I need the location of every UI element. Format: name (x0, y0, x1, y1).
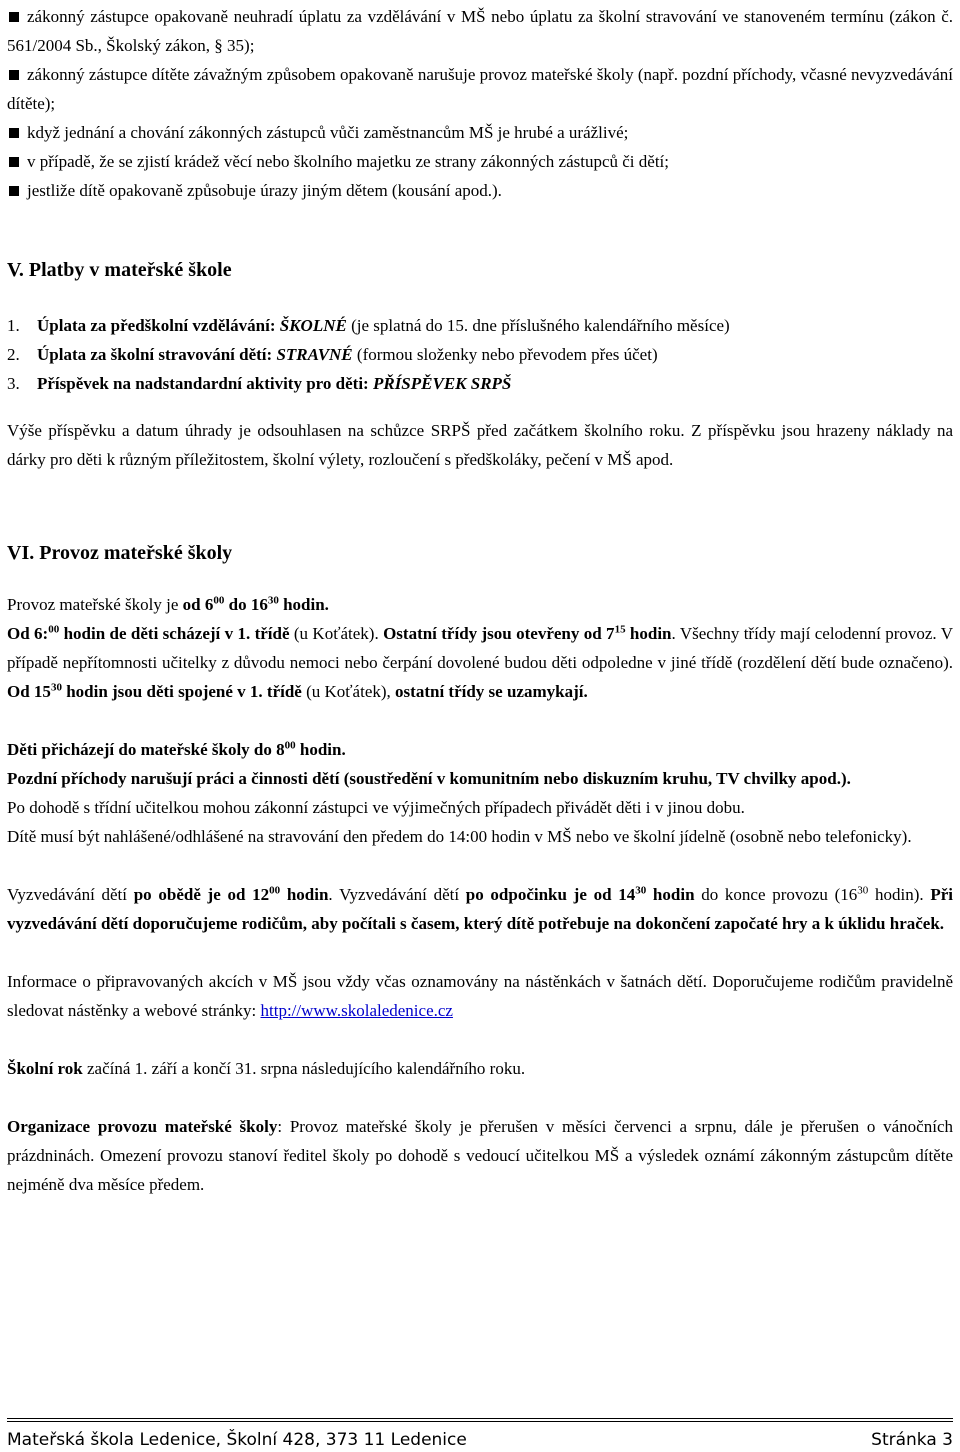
school-year-paragraph: Školní rok začíná 1. září a končí 31. srpna následujícího kalendářního roku. (7, 1059, 526, 1078)
late-arrivals: Pozdní příchody narušují práci a činnosti dětí (soustředění v komunitním nebo diskuzním kruhu, TV chvilky apod.). (7, 769, 851, 788)
list-item: v případě, že se zjistí krádež věcí nebo školního majetku ze strany zákonných zástupců či dětí; (7, 147, 953, 176)
info-paragraph: Informace o připravovaných akcích v MŠ jsou vždy včas oznamovány na nástěnkách v šatnách dětí. Doporučujeme rodičům pravidelně sledovat nástěnky a webové stránky: http://www.skolaledenice.cz (7, 972, 953, 1020)
meals-paragraph: Dítě musí být nahlášené/odhlášené na stravování den předem do 14:00 hodin v MŠ nebo ve školní jídelně (osobně nebo telefonicky). (7, 827, 912, 846)
page-footer (7, 1418, 953, 1452)
square-bullet-icon (9, 186, 19, 196)
list-item: zákonný zástupce opakovaně neuhradí úplatu za vzdělávání v MŠ nebo úplatu za školní stravování ve stanoveném termínu (zákon č. 561/2004 Sb., Školský zákon, § 35); (7, 7, 953, 55)
square-bullet-icon (9, 70, 19, 80)
bullet-list (7, 0, 953, 205)
list-item: když jednání a chování zákonných zástupců vůči zaměstnancům MŠ je hrubé a urážlivé; (7, 118, 953, 147)
list-item: zákonný zástupce dítěte závažným způsobem opakovaně narušuje provoz mateřské školy (např. pozdní příchody, včasné nevyzvedávání dítěte); (7, 65, 954, 113)
square-bullet-icon (9, 157, 19, 167)
list-item: 3. Příspěvek na nadstandardní aktivity pro děti: PŘÍSPĚVEK SRPŠ (7, 374, 512, 393)
list-item: jestliže dítě opakovaně způsobuje úrazy jiným dětem (kousání apod.). (7, 176, 953, 205)
page-content (7, 0, 953, 1199)
pickup-paragraph: Vyzvedávání dětí po obědě je od $12^{00}$ hodin. Vyzvedávání dětí po odpočinku je od $14^{30}$ hodin do konce provozu ($16^{30}$ hodin). Při vyzvedávání dětí doporučujeme rodičům, aby počítali s časem, který dítě potřebuje na dokončení započaté hry a k úklidu hraček. (7, 884, 953, 933)
list-item: 1. Úplata za předškolní vzdělávání: ŠKOLNÉ (je splatná do 15. dne příslušného kalendářního měsíce) (7, 316, 730, 335)
payments-list (7, 311, 953, 398)
footer-address: Mateřská škola Ledenice, Školní 428, 373 11 Ledenice (7, 1430, 467, 1450)
srps-paragraph: Výše příspěvku a datum úhrady je odsouhlasen na schůzce SRPŠ před začátkem školního roku. Z příspěvku jsou hrazeny náklady na dárky pro děti k různým příležitostem, školní výlety, rozloučení s předškoláky, pečení v MŠ apod. (7, 421, 953, 469)
square-bullet-icon (9, 12, 19, 22)
exception-paragraph: Po dohodě s třídní učitelkou mohou zákonní zástupci ve výjimečných případech přivádět děti i v jinou dobu. (7, 798, 745, 817)
operation-details: Od 6:$^{00}$ hodin de děti scházejí v 1. třídě (u Koťátek). Ostatní třídy jsou otevřeny od $7^{15}$ hodin. Všechny třídy mají celodenní provoz. V případě nepřítomnosti učitelky z důvodu nemoci nebo čerpání dovolené budou děti odpoledne v jiné třídě (rozdělení dětí bude označeno). Od $15^{30}$ hodin jsou děti spojené v 1. třídě (u Koťátek), ostatní třídy se uzamykají. (7, 623, 953, 701)
square-bullet-icon (9, 128, 19, 138)
organization-paragraph: Organizace provozu mateřské školy: Provoz mateřské školy je přerušen v měsíci červenci a srpnu, dále je přerušen o vánočních prázdninách. Omezení provozu stanoví ředitel školy po dohodě s vedoucí učitelkou MŠ a výsledek oznámí zákonným zástupcům dítěte nejméně dva měsíce předem. (7, 1117, 953, 1194)
school-website-link[interactable]: http://www.skolaledenice.cz (260, 1001, 453, 1020)
list-item: 2. Úplata za školní stravování dětí: STRAVNÉ (formou složenky nebo převodem přes účet) (7, 345, 658, 364)
page-number: Stránka 3 (871, 1430, 953, 1450)
operation-hours: Provoz mateřské školy je od $6^{00}$ do $16^{30}$ hodin. (7, 594, 329, 614)
section-heading-operation: VI. Provoz mateřské školy (7, 542, 233, 564)
section-heading-payments: V. Platby v mateřské škole (7, 259, 232, 281)
arrival-time: Děti přicházejí do mateřské školy do $8^{00}$ hodin. (7, 739, 346, 759)
